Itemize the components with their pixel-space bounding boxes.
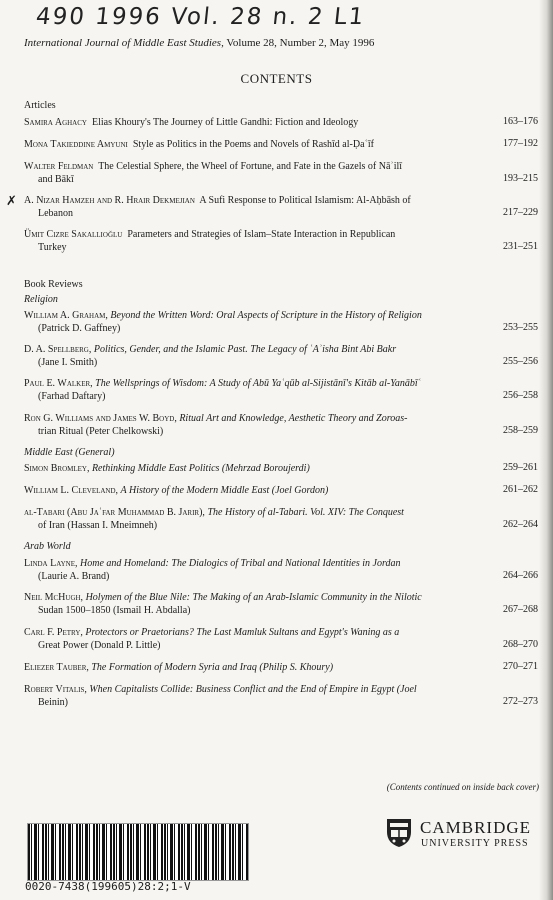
toc-entry (24, 309, 454, 335)
entry-pages: 262–264 (503, 519, 538, 530)
toc-entry (24, 377, 454, 403)
entry-pages: 267–268 (503, 604, 538, 615)
journal-name: International Journal of Middle East Studies, (24, 37, 224, 49)
entry-pages: 270–271 (503, 661, 538, 672)
entry-pages: 255–256 (503, 356, 538, 367)
entry-title: A Sufi Response to Political Islamism: Al-Aḥbāsh of (199, 195, 411, 206)
entry-author: Samira Aghacy (24, 117, 87, 128)
toc-entry (24, 160, 454, 186)
entry-title: Style as Politics in the Poems and Novels of Rashīd al-Ḍaʿīf (132, 139, 374, 150)
entry-title: The Formation of Modern Syria and Iraq (Philip S. Khoury) (91, 662, 334, 673)
entry-title-cont: Lebanon (38, 208, 73, 219)
entry-title: The Wellsprings of Wisdom: A Study of Abū Yaʿqūb al-Sijistānī's Kitāb al-Yanābīʿ (95, 378, 421, 389)
toc-entry (24, 661, 454, 674)
entry-pages: 177–192 (503, 138, 538, 149)
entry-author: D. A. Spellberg, (24, 344, 92, 355)
toc-entry (24, 138, 454, 151)
entry-author: William A. Graham, (24, 310, 108, 321)
toc-entry (24, 462, 454, 475)
entry-title: Politics, Gender, and the Islamic Past. The Legacy of ʿAʾisha Bint Abi Bakr (93, 344, 397, 355)
entry-title-cont: (Patrick D. Gaffney) (38, 323, 121, 334)
entry-title: Ritual Art and Knowledge, Aesthetic Theory and Zoroas- (179, 413, 408, 424)
page-edge-shadow (539, 0, 553, 900)
entry-title-cont: Sudan 1500–1850 (Ismail H. Abdalla) (38, 605, 191, 616)
entry-author: al-Tabari (Abu Jaʿfar Muhammad B. Jarir), (24, 507, 205, 518)
handwritten-check-mark: ✗ (6, 194, 17, 209)
toc-entry (24, 626, 454, 652)
toc-entry (24, 506, 454, 532)
handwritten-catalog-note: 490 1996 Vol. 28 n. 2 L1 (34, 4, 367, 30)
entry-author: William L. Cleveland, (24, 485, 119, 496)
entry-pages: 261–262 (503, 484, 538, 495)
entry-title-cont: (Farhad Daftary) (38, 391, 106, 402)
publisher-name: CAMBRIDGE (420, 818, 532, 837)
cambridge-crest-icon (386, 818, 412, 848)
entry-pages: 259–261 (503, 462, 538, 473)
toc-entry (24, 194, 454, 220)
arab-world-heading: Arab World (24, 541, 71, 552)
entry-title: Parameters and Strategies of Islam–State Interaction in Republican (127, 229, 396, 240)
journal-issue: Volume 28, Number 2, May 1996 (223, 37, 375, 49)
entry-author: Carl F. Petry, (24, 627, 83, 638)
entry-pages: 264–266 (503, 570, 538, 581)
entry-title-cont: of Iran (Hassan I. Mneimneh) (38, 520, 158, 531)
toc-entry (24, 412, 454, 438)
continued-note: (Contents continued on inside back cover) (386, 782, 539, 792)
toc-entry (24, 557, 454, 583)
toc-entry (24, 343, 454, 369)
entry-author: Neil McHugh, (24, 592, 84, 603)
entry-title-cont: Turkey (38, 242, 67, 253)
entry-pages: 268–270 (503, 639, 538, 650)
entry-pages: 258–259 (503, 425, 538, 436)
entry-author: Mona Takieddine Amyuni (24, 139, 128, 150)
entry-pages: 193–215 (503, 173, 538, 184)
entry-pages: 163–176 (503, 116, 538, 127)
toc-entry (24, 228, 454, 254)
entry-author: A. Nizar Hamzeh and R. Hrair Dekmejian (24, 195, 195, 206)
entry-author: Walter Feldman (24, 161, 94, 172)
entry-pages: 253–255 (503, 322, 538, 333)
entry-pages: 231–251 (503, 241, 538, 252)
barcode (27, 823, 249, 881)
barcode-number: 0020-7438(199605)28:2;1-V (25, 880, 191, 893)
entry-author: Simon Bromley, (24, 463, 90, 474)
entry-title-cont: (Jane I. Smith) (38, 357, 98, 368)
entry-title: The History of al-Tabari. Vol. XIV: The Conquest (207, 507, 404, 518)
toc-entry (24, 591, 454, 617)
entry-title: Holymen of the Blue Nile: The Making of an Arab-Islamic Community in the Nilotic (85, 592, 422, 603)
contents-title: CONTENTS (240, 71, 313, 86)
journal-citation (24, 37, 374, 49)
entry-pages: 272–273 (503, 696, 538, 707)
entry-author: Linda Layne, (24, 558, 78, 569)
entry-title: Rethinking Middle East Politics (Mehrzad Boroujerdi) (91, 463, 310, 474)
publisher-subtitle: UNIVERSITY PRESS (421, 838, 529, 849)
entry-title-cont: and Bākī (38, 174, 74, 185)
entry-title: Elias Khoury's The Journey of Little Gandhi: Fiction and Ideology (91, 117, 359, 128)
entry-title: When Capitalists Collide: Business Conflict and the End of Empire in Egypt (Joel (89, 684, 417, 695)
entry-title: Beyond the Written Word: Oral Aspects of Scripture in the History of Religion (110, 310, 422, 321)
entry-title: The Celestial Sphere, the Wheel of Fortune, and Fate in the Gazels of Nāʾilī (98, 161, 403, 172)
entry-title: Home and Homeland: The Dialogics of Tribal and National Identities in Jordan (80, 558, 401, 569)
entry-title: Protectors or Praetorians? The Last Mamluk Sultans and Egypt's Waning as a (85, 627, 400, 638)
entry-author: Ron G. Williams and James W. Boyd, (24, 413, 177, 424)
entry-author: Paul E. Walker, (24, 378, 93, 389)
toc-entry (24, 683, 454, 709)
entry-pages: 217–229 (503, 207, 538, 218)
religion-heading: Religion (24, 294, 58, 305)
entry-title-cont: trian Ritual (Peter Chelkowski) (38, 426, 164, 437)
entry-title-cont: Great Power (Donald P. Little) (38, 640, 161, 651)
entry-title-cont: Beinin) (38, 697, 68, 708)
entry-author: Robert Vitalis, (24, 684, 87, 695)
mideast-heading: Middle East (General) (24, 447, 115, 458)
entry-author: Eliezer Tauber, (24, 662, 89, 673)
entry-title-cont: (Laurie A. Brand) (38, 571, 110, 582)
toc-entry (24, 484, 454, 497)
book-reviews-heading: Book Reviews (24, 279, 83, 290)
entry-title: A History of the Modern Middle East (Joel Gordon) (120, 485, 329, 496)
entry-pages: 256–258 (503, 390, 538, 401)
articles-heading: Articles (24, 100, 56, 111)
toc-entry (24, 116, 454, 129)
entry-author: Ümit Cizre Sakallioğlu (24, 229, 123, 240)
